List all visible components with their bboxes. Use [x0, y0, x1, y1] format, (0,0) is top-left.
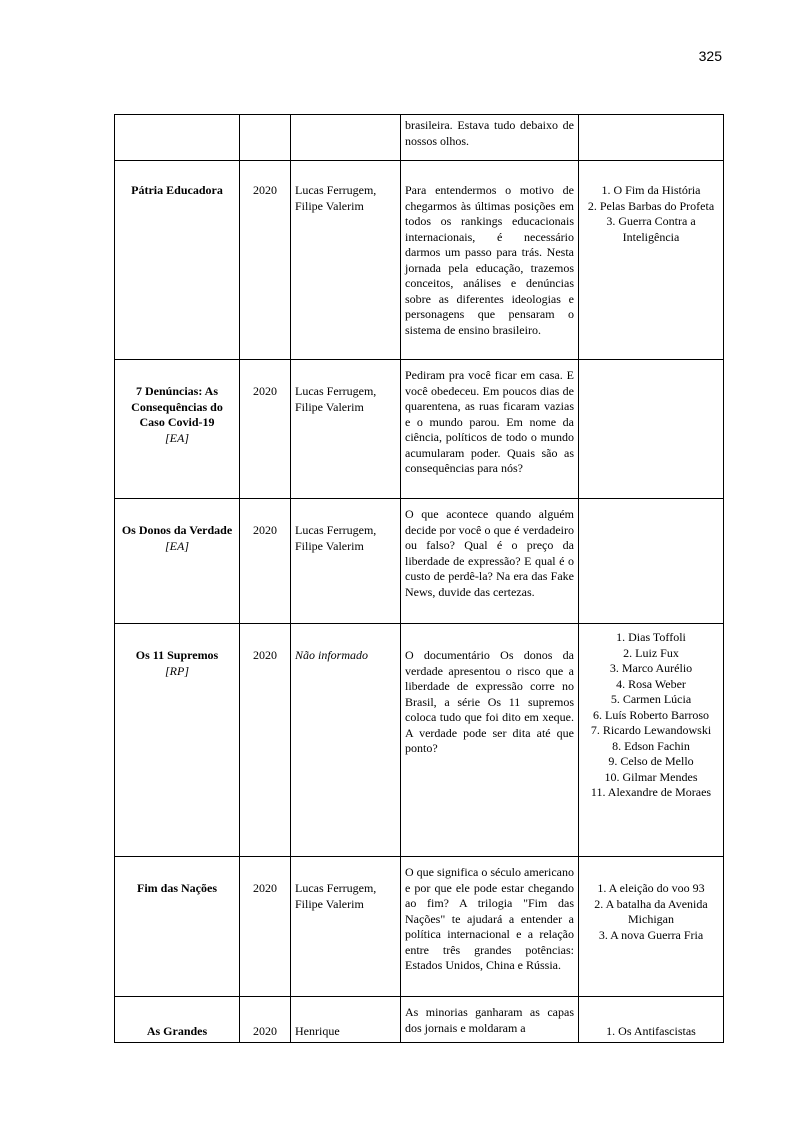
- table-row: [115, 624, 724, 857]
- table-row: [115, 997, 724, 1043]
- episodes-cell: [579, 997, 724, 1043]
- doc-tag: [EA]: [165, 538, 189, 553]
- episode-item: 6. Luís Roberto Barroso: [593, 707, 709, 722]
- authors-cell: Lucas Ferrugem, Filipe Valerim: [291, 360, 401, 499]
- episode-item: 10. Gilmar Mendes: [604, 769, 698, 784]
- synopsis-cell: O documentário Os donos da verdade apresentou o risco que a liberdade de expressão corre no Brasil, a série Os 11 supremos coloca tudo que foi dito em xeque. A verdade pode ser dita até que ponto?: [401, 624, 579, 857]
- doc-tag: [RP]: [165, 663, 189, 678]
- episode-list: [583, 1024, 719, 1040]
- doc-title: Os 11 Supremos: [135, 648, 219, 662]
- episodes-cell: [579, 857, 724, 997]
- episode-list: [583, 881, 719, 943]
- authors-cell: Lucas Ferrugem, Filipe Valerim: [291, 499, 401, 624]
- episode-list: [583, 630, 719, 801]
- table-row: [115, 857, 724, 997]
- authors-cell: [291, 115, 401, 161]
- doc-title: Pátria Educadora: [131, 183, 223, 197]
- year-cell: 2020: [240, 360, 291, 499]
- title-cell: [115, 857, 240, 997]
- episode-item: 2. Luiz Fux: [623, 645, 679, 660]
- synopsis-cell: brasileira. Estava tudo debaixo de nossos olhos.: [401, 115, 579, 161]
- authors-cell: Lucas Ferrugem, Filipe Valerim: [291, 857, 401, 997]
- episode-item: 11. Alexandre de Moraes: [590, 785, 712, 799]
- year-cell: [240, 115, 291, 161]
- episodes-cell: [579, 161, 724, 360]
- episode-item: 3. Guerra Contra a Inteligência: [606, 214, 696, 244]
- episode-item: 1. O Fim da História: [601, 183, 701, 197]
- episode-item: 5. Carmen Lúcia: [610, 692, 692, 706]
- synopsis-cell: As minorias ganharam as capas dos jornais e moldaram a: [401, 997, 579, 1043]
- episode-item: 3. A nova Guerra Fria: [598, 927, 704, 942]
- synopsis-cell: Para entendermos o motivo de chegarmos às últimas posições em todos os rankings educacionais internacionais, é necessário darmos um passo para trás. Nesta jornada pela educação, trazemos conceitos, análises e denúncias sobre as diferentes ideologias e personagens que pensaram o sistema de ensino brasileiro.: [401, 161, 579, 360]
- documentaries-table: [114, 114, 724, 1043]
- episode-item: 9. Celso de Mello: [608, 754, 694, 768]
- year-cell: 2020: [240, 997, 291, 1043]
- table-row: [115, 360, 724, 499]
- doc-title: Fim das Nações: [137, 881, 217, 895]
- year-cell: 2020: [240, 499, 291, 624]
- year-cell: 2020: [240, 857, 291, 997]
- table-row: [115, 115, 724, 161]
- title-cell: [115, 624, 240, 857]
- doc-title: 7 Denúncias: As Consequências do Caso Covid-19: [131, 384, 223, 429]
- episode-item: 8. Edson Fachin: [612, 738, 690, 753]
- authors-cell: Henrique: [291, 997, 401, 1043]
- title-cell: [115, 360, 240, 499]
- episodes-cell: [579, 360, 724, 499]
- title-cell: [115, 161, 240, 360]
- episodes-cell: [579, 499, 724, 624]
- page-number: 325: [698, 48, 722, 64]
- synopsis-cell: O que acontece quando alguém decide por você o que é verdadeiro ou falso? Qual é o preço da liberdade de expressão? E qual é o custo de perdê-la? Na era das Fake News, duvide das certezas.: [401, 499, 579, 624]
- title-cell: [115, 997, 240, 1043]
- synopsis-cell: O que significa o século americano e por que ele pode estar chegando ao fim? A trilogia "Fim das Nações" te ajudará a entender a política internacional e a relação entre três grandes potências: Estados Unidos, China e Rússia.: [401, 857, 579, 997]
- episode-item: 7. Ricardo Lewandowski: [590, 723, 712, 737]
- episode-item: 4. Rosa Weber: [616, 676, 686, 691]
- episodes-cell: [579, 115, 724, 161]
- doc-tag: [EA]: [165, 430, 189, 445]
- episodes-cell: [579, 624, 724, 857]
- episode-item: 1. Os Antifascistas: [606, 1023, 696, 1038]
- table-row: [115, 161, 724, 360]
- title-cell: [115, 499, 240, 624]
- episode-item: 1. A eleição do voo 93: [597, 881, 705, 895]
- episode-item: 2. A batalha da Avenida Michigan: [594, 896, 708, 926]
- doc-title: As Grandes: [146, 1023, 208, 1038]
- authors-cell: Lucas Ferrugem, Filipe Valerim: [291, 161, 401, 360]
- authors-cell: Não informado: [291, 624, 401, 857]
- synopsis-cell: Pediram pra você ficar em casa. E você obedeceu. Em poucos dias de quarentena, as ruas ficaram vazias e o mundo parou. Em nome da ciência, políticos de todo o mundo acumularam poder. Quais são as consequências para nós?: [401, 360, 579, 499]
- episode-list: [583, 183, 719, 245]
- year-cell: 2020: [240, 624, 291, 857]
- table-row: [115, 499, 724, 624]
- episode-item: 2. Pelas Barbas do Profeta: [587, 198, 715, 213]
- title-cell: [115, 115, 240, 161]
- episode-item: 1. Dias Toffoli: [616, 630, 686, 644]
- doc-title: Os Donos da Verdade: [121, 523, 233, 537]
- year-cell: 2020: [240, 161, 291, 360]
- episode-item: 3. Marco Aurélio: [609, 661, 693, 675]
